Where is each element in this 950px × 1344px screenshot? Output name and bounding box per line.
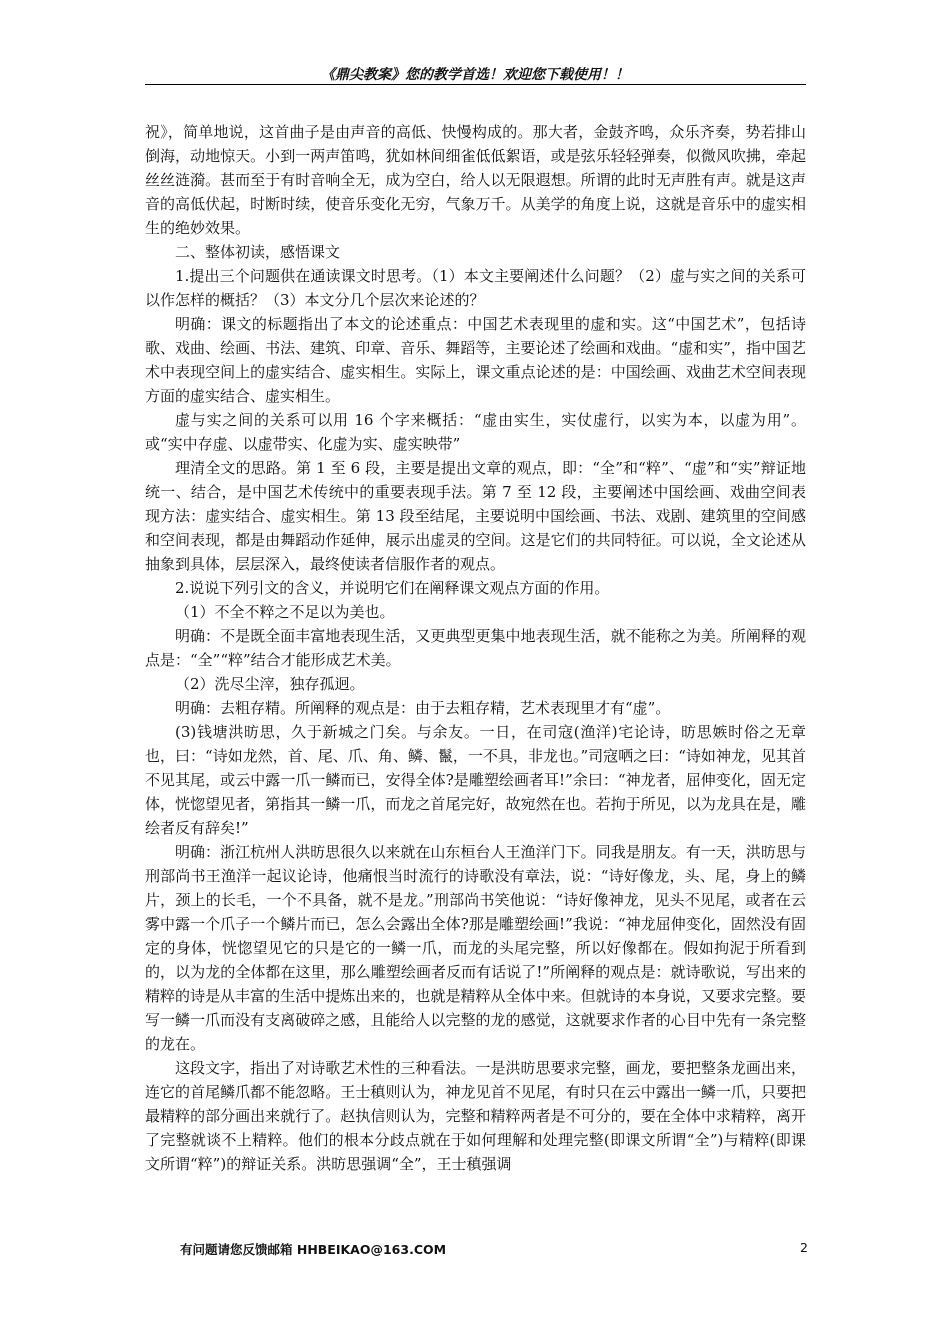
header-divider: [145, 84, 806, 85]
section-heading: 二、整体初读，感悟课文: [175, 243, 341, 261]
page-number: 2: [800, 1240, 808, 1255]
paragraph: 明确：浙江杭州人洪昉思很久以来就在山东桓台人王渔洋门下。同我是朋友。有一天，洪昉思与刑部尚书王渔洋一起议论诗，他痛恨当时流行的诗歌没有章法，说：“诗好像龙，头、尾，身上的鳞片，颈上的长毛，一个不具备，就不是龙。”刑部尚书笑他说：“诗好像神龙，见头不见尾，或者在云雾中露一个爪子一个鳞片而已，怎么会露出全体?那是雕塑绘画!”我说：“神龙屈伸变化，固然没有固定的身体，恍惚望见它的只是它的一鳞一爪，而龙的头尾完整，所以好像都在。假如拘泥于所看到的，以为龙的全体都在这里，那么雕塑绘画者反而有话说了!”所阐释的观点是：就诗歌说，写出来的精粹的诗是从丰富的生活中提炼出来的，也就是精粹从全体中来。但就诗的本身说，又要求完整。要写一鳞一爪而没有支离破碎之感，且能给人以完整的龙的感觉，这就要求作者的心目中先有一条完整的龙在。: [145, 843, 806, 1053]
paragraph: 祝》，简单地说，这首曲子是由声音的高低、快慢构成的。那大者，金鼓齐鸣，众乐齐奏，势若排山倒海，动地惊天。小到一两声笛鸣，犹如林间细雀低低絮语，或是弦乐轻轻弹奏，似微风吹拂，牵起丝丝涟漪。甚而至于有时音响全无，成为空白，给人以无限遐想。所谓的此时无声胜有声。就是这声音的高低伏起，时断时续，使音乐变化无穷，气象万千。从美学的角度上说，这就是音乐中的虚实相生的绝妙效果。: [145, 123, 806, 237]
paragraph: 虚与实之间的关系可以用 16 个字来概括：“虚由实生，实仗虚行，以实为本，以虚为用”。或“实中存虚、以虚带实、化虚为实、虚实映带”: [145, 411, 806, 453]
footer-contact: 有问题请您反馈邮箱 HHBEIKAO@163.COM: [180, 1242, 447, 1257]
question-paragraph: 2.说说下列引文的含义，并说明它们在阐释课文观点方面的作用。: [175, 579, 610, 597]
document-body: [145, 120, 806, 1176]
quote-item: （1）不全不粹之不足以为美也。: [175, 603, 395, 621]
quote-item: (3)钱塘洪昉思，久于新城之门矣。与余友。一日，在司寇(渔洋)宅论诗，昉思嫉时俗之无章也，曰：“诗如龙然，首、尾、爪、角、鳞、鬣，一不具，非龙也。”司寇哂之曰：“诗如神龙，见其首不见其尾，或云中露一爪一鳞而已，安得全体?是雕塑绘画者耳!”余曰：“神龙者，屈伸变化，固无定体，恍惚望见者，第指其一鳞一爪，而龙之首尾完好，故宛然在也。若拘于所见，以为龙具在是，雕绘者反有辞矣!”: [145, 723, 806, 837]
paragraph: 明确：课文的标题指出了本文的论述重点：中国艺术表现里的虚和实。这“中国艺术”，包括诗歌、戏曲、绘画、书法、建筑、印章、音乐、舞蹈等，主要论述了绘画和戏曲。“虚和实”，指中国艺术中表现空间上的虚实结合、虚实相生。实际上，课文重点论述的是：中国绘画、戏曲艺术空间表现方面的虚实结合、虚实相生。: [145, 315, 806, 405]
question-paragraph: 1.提出三个问题供在通读课文时思考。（1）本文主要阐述什么问题？（2）虚与实之间的关系可以作怎样的概括？（3）本文分几个层次来论述的？: [145, 267, 806, 309]
paragraph: 明确：去粗存精。所阐释的观点是：由于去粗存精，艺术表现里才有“虚”。: [175, 699, 671, 717]
quote-item: （2）洗尽尘滓，独存孤迥。: [175, 675, 365, 693]
paragraph: 理清全文的思路。第 1 至 6 段，主要是提出文章的观点，即：“全”和“粹”、“虚”和“实”辩证地统一、结合，是中国艺术传统中的重要表现手法。第 7 至 12 段，主要阐述中国绘画、戏曲空间表现方法：虚实结合、虚实相生。第 13 段至结尾，主要说明中国绘画、书法、戏剧、建筑里的空间感和空间表现，都是由舞蹈动作延伸，展示出虚灵的空间。这是它们的共同特征。可以说，全文论述从抽象到具体，层层深入，最终使读者信服作者的观点。: [145, 459, 806, 573]
paragraph: 明确：不是既全面丰富地表现生活，又更典型更集中地表现生活，就不能称之为美。所阐释的观点是：“全”“粹”结合才能形成艺术美。: [145, 627, 806, 669]
paragraph: 这段文字，指出了对诗歌艺术性的三种看法。一是洪昉思要求完整，画龙，要把整条龙画出来，连它的首尾鳞爪都不能忽略。王士稹则认为，神龙见首不见尾，有时只在云中露出一鳞一爪，只要把最精粹的部分画出来就行了。赵执信则认为，完整和精粹两者是不可分的，要在全体中求精粹，离开了完整就谈不上精粹。他们的根本分歧点就在于如何理解和处理完整(即课文所谓“全”)与精粹(即课文所谓“粹”)的辩证关系。洪昉思强调“全”，王士稹强调: [145, 1059, 806, 1173]
page-header: 《鼎尖教案》您的教学首选！欢迎您下载使用！！: [321, 67, 629, 83]
